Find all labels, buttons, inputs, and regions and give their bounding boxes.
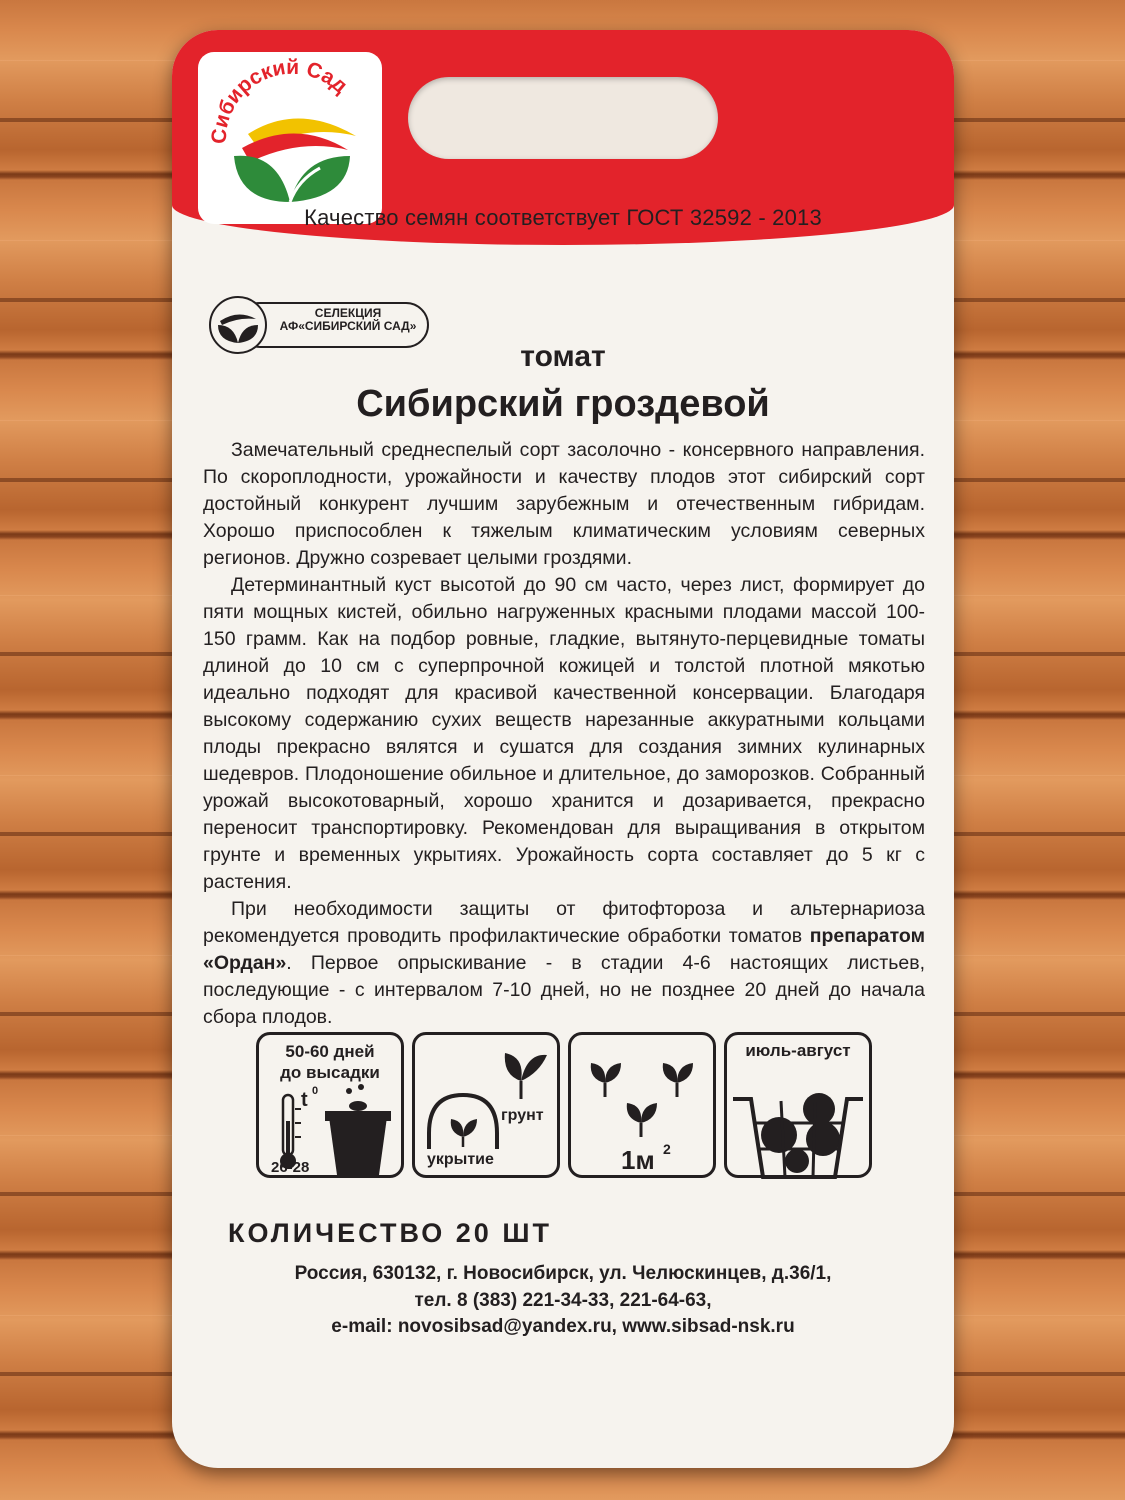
area-unit-superscript: 2	[663, 1141, 671, 1157]
description-p3-end: . Первое опрыскивание - в стадии 4-6 настоящих листьев, последующие - с интервалом 7-10 дней, но не позднее 20 дней до начала сбора плодов.	[203, 952, 925, 1028]
selection-label	[268, 307, 428, 333]
planting-density-box	[568, 1032, 716, 1178]
seed-quantity: КОЛИЧЕСТВО 20 ШТ	[228, 1218, 552, 1248]
area-unit-label: 1м	[621, 1145, 655, 1175]
product-description	[203, 437, 925, 1031]
growing-info-icons	[256, 1032, 876, 1182]
seedling-period-box	[256, 1032, 404, 1178]
seedling-period-label	[259, 1041, 401, 1083]
description-p3-bold: препаратом «Ордан»	[203, 925, 925, 974]
product-variety-title: Сибирский гроздевой	[356, 383, 770, 425]
selection-line-2: АФ«СИБИРСКИЙ САД»	[279, 319, 417, 333]
company-phone: тел. 8 (383) 221-34-33, 221-64-63,	[414, 1290, 712, 1311]
brand-logo	[198, 52, 382, 224]
logo-emblem-icon	[198, 52, 382, 224]
description-paragraph-3	[203, 896, 925, 1031]
selection-line-1: СЕЛЕКЦИЯ	[314, 306, 382, 320]
seed-packet	[172, 30, 954, 1468]
degree-symbol: 0	[312, 1085, 319, 1097]
harvest-period-label: июль-август	[745, 1041, 851, 1060]
seedling-days: 50-60 дней	[285, 1042, 375, 1061]
hang-hole	[408, 77, 718, 159]
product-kind: томат	[520, 340, 606, 373]
temperature-symbol: t	[301, 1089, 308, 1111]
covered-ground-label: укрытие	[427, 1151, 494, 1168]
tomato-basket-icon	[727, 1069, 869, 1179]
description-p3-start: При необходимости защиты от фитофтороза и альтернариоза рекомендуется проводить профилактические обработки томатов	[203, 898, 925, 947]
description-paragraph-2: Детерминантный куст высотой до 90 см часто, через лист, формирует до пяти мощных кистей, обильно нагруженных красными плодами массой 100-150 грамм. Как на подбор ровные, гладкие, вытянуто-перцевидные томаты длиной до 10 см с суперпрочной кожицей и толстой плотной мякотью идеально подходят для красивой качественной консервации. Благодаря высокому содержанию сухих веществ нарезанные аккуратными кольцами плоды прекрасно вялятся и сушатся для создания зимних кулинарных шедевров. Плодоношение обильное и длительное, до заморозков. Собранный урожай высокотоварный, хорошо хранится и дозаривается, прекрасно переносит транспортировку. Рекомендован для выращивания в открытом грунте и временных укрытиях. Урожайность сорта составляет до 5 кг с растения.	[203, 574, 925, 893]
gost-quality-notice: Качество семян соответствует ГОСТ 32592 - 2013	[304, 205, 822, 230]
logo-text: Сибирский Сад	[207, 55, 352, 145]
germination-temperature: 26-28	[271, 1159, 310, 1176]
company-address: Россия, 630132, г. Новосибирск, ул. Челюскинцев, д.36/1,	[294, 1263, 832, 1284]
harvest-period-box	[724, 1032, 872, 1178]
open-ground-label: грунт	[501, 1107, 544, 1124]
company-contacts: e-mail: novosibsad@yandex.ru, www.sibsad-nsk.ru	[331, 1316, 795, 1337]
planting-location-box	[412, 1032, 560, 1178]
seedling-until: до высадки	[280, 1063, 380, 1082]
plants-per-square-meter-icon	[571, 1035, 713, 1145]
description-paragraph-1: Замечательный среднеспелый сорт засолочно - консервного направления. По скороплодности, урожайности и качеству плодов этот сибирский сорт достойный конкурент лучшим зарубежным и отечественным гибридам. Хорошо приспособлен к тяжелым климатическим условиям северных регионов. Дружно созревает целыми гроздями.	[203, 439, 925, 569]
